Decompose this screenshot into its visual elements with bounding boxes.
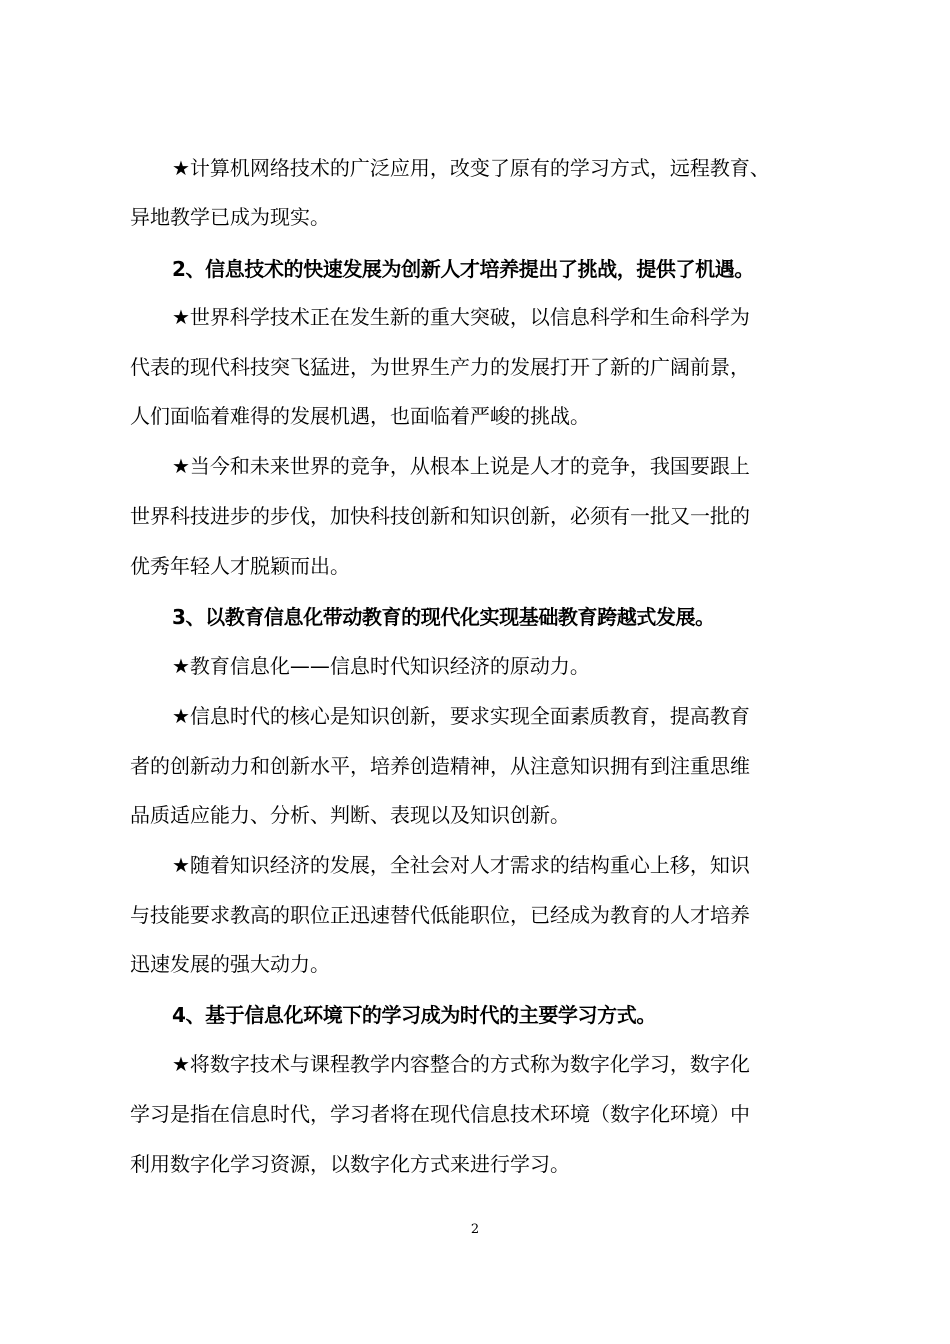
- paragraph-line: 异地教学已成为现实。: [130, 205, 330, 229]
- paragraph-line: 优秀年轻人才脱颖而出。: [130, 554, 350, 578]
- paragraph-line: 利用数字化学习资源，以数字化方式来进行学习。: [130, 1152, 570, 1176]
- page-number: 2: [470, 1222, 480, 1237]
- paragraph-line: ★计算机网络技术的广泛应用，改变了原有的学习方式，远程教育、: [172, 156, 770, 180]
- section-heading: 4、基于信息化环境下的学习成为时代的主要学习方式。: [172, 1003, 656, 1027]
- paragraph-line: ★教育信息化——信息时代知识经济的原动力。: [172, 654, 590, 678]
- paragraph-line: 代表的现代科技突飞猛进，为世界生产力的发展打开了新的广阔前景，: [130, 355, 750, 379]
- paragraph-line: 品质适应能力、分析、判断、表现以及知识创新。: [130, 803, 570, 827]
- section-heading: 2、信息技术的快速发展为创新人才培养提出了挑战，提供了机遇。: [172, 257, 754, 281]
- paragraph-line: 人们面临着难得的发展机遇，也面临着严峻的挑战。: [130, 404, 590, 428]
- paragraph-line: 与技能要求教高的职位正迅速替代低能职位，已经成为教育的人才培养: [130, 903, 750, 927]
- paragraph-line: 世界科技进步的步伐，加快科技创新和知识创新，必须有一批又一批的: [130, 504, 750, 528]
- section-heading: 3、以教育信息化带动教育的现代化实现基础教育跨越式发展。: [172, 605, 715, 629]
- paragraph-line: ★随着知识经济的发展，全社会对人才需求的结构重心上移，知识: [172, 853, 750, 877]
- paragraph-line: ★将数字技术与课程教学内容整合的方式称为数字化学习，数字化: [172, 1052, 750, 1076]
- paragraph-line: 学习是指在信息时代，学习者将在现代信息技术环境（数字化环境）中: [130, 1102, 750, 1126]
- paragraph-line: ★当今和未来世界的竞争，从根本上说是人才的竞争，我国要跟上: [172, 454, 750, 478]
- paragraph-line: 者的创新动力和创新水平，培养创造精神，从注意知识拥有到注重思维: [130, 754, 750, 778]
- paragraph-line: ★信息时代的核心是知识创新，要求实现全面素质教育，提高教育: [172, 704, 750, 728]
- paragraph-line: ★世界科学技术正在发生新的重大突破，以信息科学和生命科学为: [172, 305, 750, 329]
- paragraph-line: 迅速发展的强大动力。: [130, 952, 330, 976]
